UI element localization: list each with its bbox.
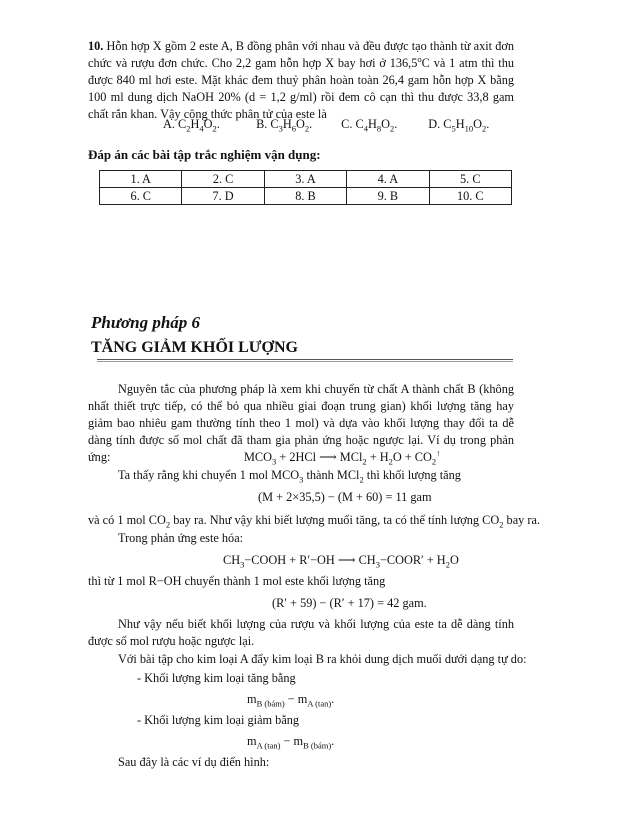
table-cell: 6. C — [100, 188, 182, 205]
table-cell: 8. B — [264, 188, 346, 205]
table-cell: 4. A — [347, 171, 429, 188]
equation-2: (M + 2×35,5) − (M + 60) = 11 gam — [258, 490, 432, 504]
arrow-icon: ⟶ — [319, 450, 337, 464]
table-cell: 9. B — [347, 188, 429, 205]
bullet-2: - Khối lượng kim loại giảm bằng — [137, 713, 300, 727]
degree-sup: o — [417, 53, 422, 64]
section-title: TĂNG GIẢM KHỐI LƯỢNG — [91, 339, 298, 356]
table-cell: 2. C — [182, 171, 264, 188]
line-2: Ta thấy rằng khi chuyển 1 mol $MCO_3$ thành MCl$_2$ thì khối lượng tăng — [118, 468, 461, 485]
line-5: thì từ 1 mol R−OH chuyển thành 1 mol este khối lượng tăng — [88, 574, 386, 588]
option-c: C. $C_4H_8O_2$. — [341, 117, 398, 134]
question-text-1: Hỗn hợp X gồm 2 este A, B đồng phân với nhau và đều được tạo thành từ axit đơn chức và rượu đơn chức. Cho 2,2 gam hỗn hợp X bay hơi ở 136,5 — [88, 39, 515, 70]
line-7: Sau đây là các ví dụ điển hình: — [118, 755, 270, 769]
gas-arrow-icon: ↑ — [436, 447, 441, 458]
equation-1: $MCO_3 + 2HCl$ ⟶ $MCl_2 + H_2O + CO_2^↑$ — [244, 447, 441, 467]
answer-options — [163, 117, 489, 132]
line-4: Trong phản ứng este hóa: — [118, 531, 244, 545]
bullet-1: - Khối lượng kim loại tăng bằng — [137, 671, 296, 685]
paragraph-2: Như vậy nếu biết khối lượng của rượu và khối lượng của este ta dễ dàng tính được số mol rượu hoặc ngược lại. — [88, 617, 514, 648]
table-cell: 5. C — [429, 171, 511, 188]
answers-table — [99, 170, 512, 205]
equation-4: (R′ + 59) − (R′ + 17) = 42 gam. — [272, 596, 427, 610]
question-number: 10 — [88, 39, 101, 53]
question-10: 10. Hỗn hợp X gồm 2 este A, B đồng phân với nhau và đều được tạo thành từ axit đơn chức và rượu đơn chức. Cho 2,2 gam hỗn hợp X bay hơi ở 136,5$^o$C và 1 atm thì thu được 840 ml hơi este. Mặt khác đem thuỷ phân hoàn toàn 26,4 gam hỗn hợp X bằng 100 ml dung dịch NaOH 20% (d = 1,2 g/ml) rồi đem cô cạn thì thu được 33,8 gam chất rắn khan. Vậy công thức phân tử của este là — [88, 39, 515, 121]
table-cell: 1. A — [100, 171, 182, 188]
table-cell: 10. C — [429, 188, 511, 205]
option-a: A. $C_2H_4O_2$. — [163, 117, 220, 134]
answers-heading: Đáp án các bài tập trắc nghiệm vận dụng: — [88, 147, 321, 162]
paragraph-1: Nguyên tắc của phương pháp là xem khi chuyển từ chất A thành chất B (không nhất thiết trực tiếp, có thể bỏ qua nhiều giai đoạn trung gian) khối lượng tăng hay giảm bao nhiêu gam thường tính theo 1 mol) và dựa vào khối lượng thay đổi ta dễ dàng tính được số mol chất đã tham gia phản ứng hoặc ngược lại. Ví dụ trong phản ứng: — [88, 382, 514, 464]
table-row — [100, 171, 512, 188]
line-6: Với bài tập cho kim loại A đẩy kim loại B ra khỏi dung dịch muối dưới dạng tự do: — [118, 652, 527, 666]
equation-5: $m_{B (bám)} - m_{A (tan)}$. — [247, 692, 335, 709]
option-d: D. $C_5H_{10}O_2$. — [428, 117, 490, 134]
table-row — [100, 188, 512, 205]
equation-6: $m_{A (tan)} - m_{B (bám)}$. — [247, 734, 335, 751]
section-divider — [97, 359, 513, 362]
option-b: B. $C_3H_6O_2$. — [256, 117, 313, 134]
table-cell: 7. D — [182, 188, 264, 205]
line-3: và có 1 mol $CO_2$ bay ra. Như vậy khi biết lượng muối tăng, ta có thể tính lượng $CO_2$ bay ra. — [88, 513, 541, 530]
arrow-icon: ⟶ — [337, 553, 356, 567]
equation-3: $CH_3-COOH + R'-OH$ ⟶ $CH_3-COOR' + H_2O$ — [223, 553, 459, 570]
section-label: Phương pháp 6 — [91, 313, 201, 332]
table-cell: 3. A — [264, 171, 346, 188]
question-text-2: C và 1 atm thì thu được 840 ml hơi este. Mặt khác đem thuỷ phân hoàn toàn 26,4 gam hỗn hợp X bằng 100 ml dung dịch NaOH 20% (d = 1,2 g/ml) rồi đem cô cạn thì thu được 33,8 gam chất rắn khan. Vậy công thức phân tử của este là — [88, 56, 514, 121]
